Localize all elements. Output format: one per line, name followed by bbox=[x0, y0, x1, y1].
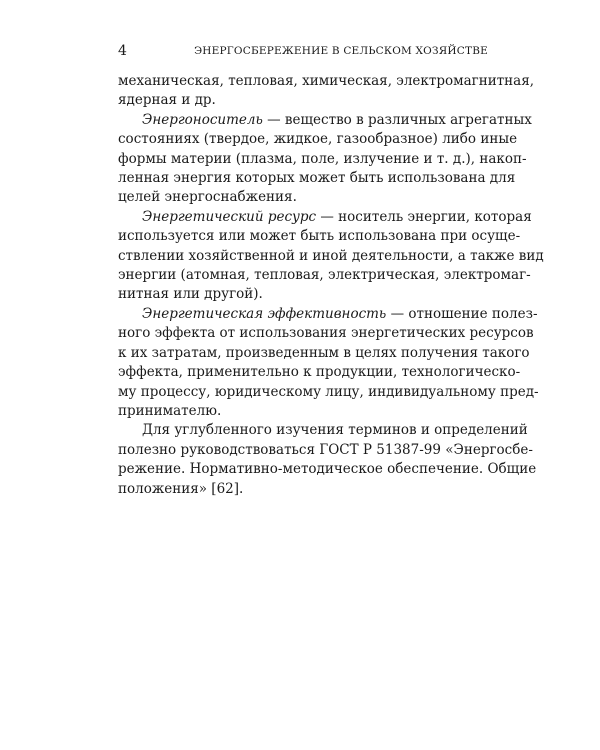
text-line: эффекта, применительно к продукции, технологическо- bbox=[118, 364, 521, 381]
body-text bbox=[118, 72, 544, 499]
text-line bbox=[118, 111, 532, 130]
text-line: режение. Нормативно-методическое обеспечение. Общие bbox=[118, 461, 537, 478]
text-line: Для углубленного изучения терминов и определений bbox=[142, 422, 528, 439]
text-line bbox=[118, 305, 538, 324]
text-line bbox=[118, 208, 532, 227]
paragraph-energy-carrier bbox=[118, 111, 532, 208]
text-line: ленная энергия которых может быть использована для bbox=[118, 170, 516, 187]
running-head bbox=[118, 42, 488, 60]
text-line: ядерная и др. bbox=[118, 92, 216, 109]
text-line: ствлении хозяйственной и иной деятельности, а также вид bbox=[118, 247, 544, 264]
text-line: полезно руководствоваться ГОСТ Р 51387-99 «Энергосбе- bbox=[118, 441, 533, 458]
running-title: ЭНЕРГОСБЕРЕЖЕНИЕ В СЕЛЬСКОМ ХОЗЯЙСТВЕ bbox=[194, 45, 488, 57]
text-line: формы материи (плазма, поле, излучение и т. д.), накоп- bbox=[118, 150, 527, 167]
paragraph-gost-reference bbox=[118, 421, 537, 499]
definition-text: — носитель энергии, которая bbox=[316, 208, 532, 225]
text-line: принимателю. bbox=[118, 402, 222, 419]
text-line: состояниях (твердое, жидкое, газообразное) либо иные bbox=[118, 131, 518, 148]
definition-text: — вещество в различных агрегатных bbox=[262, 111, 532, 128]
text-line: используется или может быть использована при осуще- bbox=[118, 228, 521, 245]
term-energy-efficiency: Энергетическая эффективность bbox=[142, 305, 387, 322]
text-line: к их затратам, произведенным в целях получения такого bbox=[118, 344, 530, 361]
term-energy-resource: Энергетический ресурс bbox=[142, 208, 317, 225]
term-energy-carrier: Энергоноситель bbox=[142, 111, 263, 128]
text-line: положения» [62]. bbox=[118, 480, 244, 497]
page-number: 4 bbox=[118, 43, 127, 59]
text-line: ного эффекта от использования энергетических ресурсов bbox=[118, 325, 534, 342]
text-line: энергии (атомная, тепловая, электрическая, электромаг- bbox=[118, 267, 531, 284]
text-line: нитная или другой). bbox=[118, 286, 263, 303]
paragraph-continuation bbox=[118, 72, 535, 111]
text-line: му процессу, юридическому лицу, индивидуальному пред- bbox=[118, 383, 539, 400]
paragraph-energy-efficiency bbox=[118, 305, 539, 421]
paragraph-energy-resource bbox=[118, 208, 544, 305]
definition-text: — отношение полез- bbox=[386, 305, 538, 322]
text-line: целей энергоснабжения. bbox=[118, 189, 297, 206]
text-line: механическая, тепловая, химическая, электромагнитная, bbox=[118, 73, 535, 89]
